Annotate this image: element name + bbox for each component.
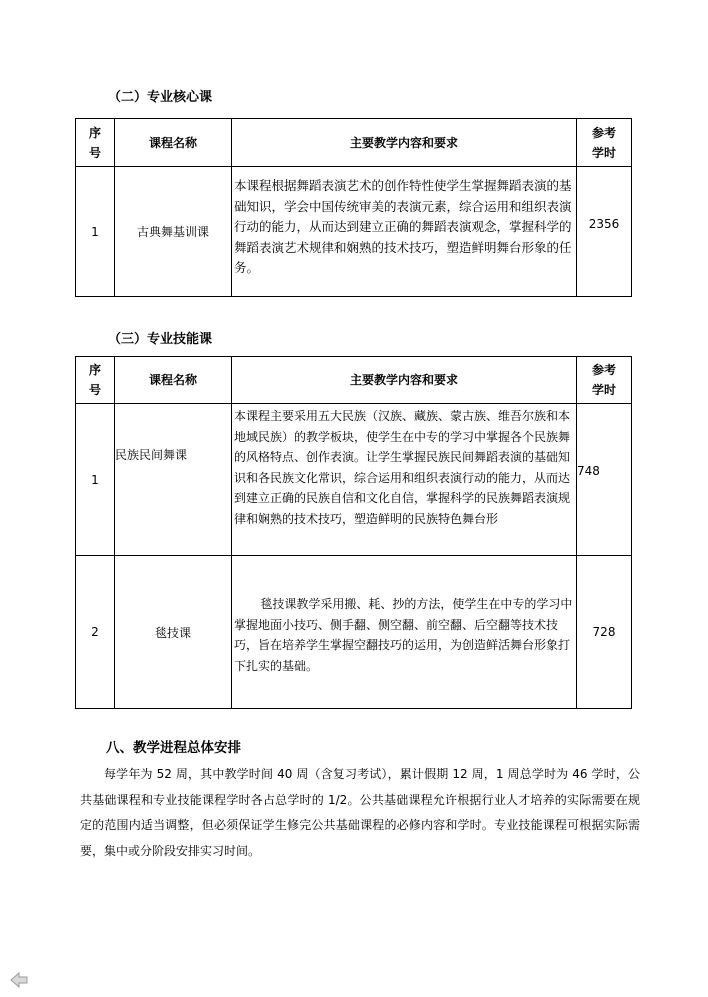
table-row: [76, 167, 632, 297]
table-row: [76, 556, 632, 709]
skill-courses-table: [75, 356, 632, 709]
header-seq: 序号: [76, 119, 115, 167]
header-content: 主要教学内容和要求: [232, 119, 577, 167]
cell-seq: 2: [76, 556, 115, 709]
cell-hours: 728: [577, 556, 632, 709]
cell-hours: 748: [577, 404, 632, 556]
table-header-row: [76, 357, 632, 404]
header-hours: 参考学时: [577, 357, 632, 404]
schedule-paragraph: 每学年为 52 周，其中教学时间 40 周（含复习考试），累计假期 12 周，1 周总学时为 46 学时，公共基础课程和专业技能课程学时各占总学时的 1/2。公共基础课程允许根据行业人才培养的实际需要在规定的范围内适当调整，但必须保证学生修完公共基础课程的必修内容和学时。专业技能课程可根据实际需要，集中或分阶段安排实习时间。: [80, 767, 640, 858]
cell-content: 本课程主要采用五大民族（汉族、藏族、蒙古族、维吾尔族和本地域民族）的教学板块，使学生在中专的学习中掌握各个民族舞的风格特点、创作表演。让学生掌握民族民间舞蹈表演的基础知识和各民族文化常识，综合运用和组织表演行动的能力，从而达到建立正确的民族自信和文化自信，掌握科学的民族舞蹈表演规律和娴熟的技术技巧，塑造鲜明的民族特色舞台形: [232, 404, 577, 556]
core-courses-table: [75, 118, 632, 297]
header-course-name: 课程名称: [115, 357, 232, 404]
section-heading-core-courses: （二）专业核心课: [108, 90, 213, 105]
section-heading-schedule: 八、教学进程总体安排: [106, 740, 241, 756]
cell-course-name: 民族民间舞课: [115, 404, 232, 556]
cell-seq: 1: [76, 167, 115, 297]
cell-content: 毯技课教学采用搬、耗、抄的方法，使学生在中专的学习中掌握地面小技巧、侧手翻、侧空翻、前空翻、后空翻等技术技巧，旨在培养学生掌握空翻技巧的运用，为创造鲜活舞台形象打下扎实的基础。: [232, 556, 577, 709]
cell-course-name: 古典舞基训课: [115, 167, 232, 297]
cell-course-name: 毯技课: [115, 556, 232, 709]
header-seq: 序号: [76, 357, 115, 404]
back-arrow-icon[interactable]: [10, 972, 28, 988]
header-hours: 参考学时: [577, 119, 632, 167]
header-course-name: 课程名称: [115, 119, 232, 167]
section-heading-skill-courses: （三）专业技能课: [108, 332, 213, 347]
cell-hours: 2356: [577, 167, 632, 297]
table-header-row: [76, 119, 632, 167]
cell-content: 本课程根据舞蹈表演艺术的创作特性使学生掌握舞蹈表演的基础知识，学会中国传统审美的表演元素，综合运用和组织表演行动的能力，从而达到建立正确的舞蹈表演观念，掌握科学的舞蹈表演艺术规律和娴熟的技术技巧，塑造鲜明舞台形象的任务。: [232, 167, 577, 297]
table-row: [76, 404, 632, 556]
header-content: 主要教学内容和要求: [232, 357, 577, 404]
cell-seq: 1: [76, 404, 115, 556]
